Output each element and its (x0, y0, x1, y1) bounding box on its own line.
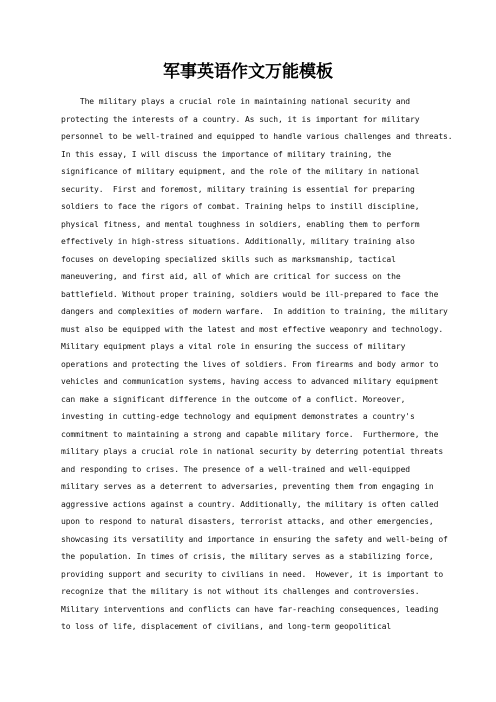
essay-line: protecting the interests of a country. As such, it is important for military (61, 114, 420, 124)
essay-line: The military plays a crucial role in maintaining national security and (61, 97, 411, 106)
essay-line: security. First and foremost, military training is essential for preparing (61, 184, 415, 194)
essay-line: to loss of life, displacement of civilians, and long-term geopolitical (61, 622, 392, 631)
essay-line: the population. In times of crisis, the military serves as a stabilizing force, (61, 552, 434, 561)
essay-line: dangers and complexities of modern warfare. In addition to training, the military (61, 307, 448, 316)
essay-body (61, 93, 453, 636)
essay-line: effectively in high-stress situations. Additionally, military training also (61, 237, 415, 246)
essay-line: can make a significant difference in the outcome of a conflict. Moreover, (61, 394, 406, 404)
essay-line: soldiers to face the rigors of combat. Training helps to instill discipline, (61, 202, 420, 211)
essay-line: Military equipment plays a vital role in ensuring the success of military (61, 342, 406, 351)
essay-line: military serves as a deterrent to adversaries, preventing them from engaging in (61, 482, 434, 491)
essay-line: upon to respond to natural disasters, terrorist attacks, and other emergencies, (61, 517, 434, 526)
essay-line: maneuvering, and first aid, all of which are critical for success on the (61, 272, 401, 281)
essay-line: aggressive actions against a country. Additionally, the military is often called (61, 499, 439, 509)
essay-line: battlefield. Without proper training, soldiers would be ill-prepared to face the (61, 289, 439, 299)
document-title: 军事英语作文万能模板 (163, 62, 333, 82)
essay-line: vehicles and communication systems, having access to advanced military equipment (61, 377, 439, 386)
essay-line: focuses on developing specialized skills such as marksmanship, tactical (61, 254, 396, 264)
essay-line: showcasing its versatility and importance in ensuring the safety and well-being of (61, 534, 448, 544)
essay-line: commitment to maintaining a strong and capable military force. Furthermore, the (61, 429, 439, 439)
essay-line: recognize that the military is not without its challenges and controversies. (61, 587, 420, 596)
essay-line: significance of military equipment, and the role of the military in national (61, 167, 420, 176)
essay-line: personnel to be well-trained and equipped to handle various challenges and threats. (61, 132, 453, 141)
essay-line: must also be equipped with the latest and most effective weaponry and technology. (61, 324, 444, 334)
essay-line: physical fitness, and mental toughness in soldiers, enabling them to perform (61, 219, 420, 229)
essay-line: investing in cutting-edge technology and equipment demonstrates a country's (61, 412, 415, 421)
essay-line: operations and protecting the lives of soldiers. From firearms and body armor to (61, 359, 439, 369)
essay-line: and responding to crises. The presence of a well-trained and well-equipped (61, 464, 411, 474)
essay-line: Military interventions and conflicts can have far-reaching consequences, leading (61, 604, 439, 614)
essay-line: In this essay, I will discuss the importance of military training, the (61, 149, 392, 159)
essay-line: providing support and security to civilians in need. However, it is important to (61, 569, 444, 579)
essay-line: military plays a crucial role in national security by deterring potential threats (61, 447, 444, 456)
